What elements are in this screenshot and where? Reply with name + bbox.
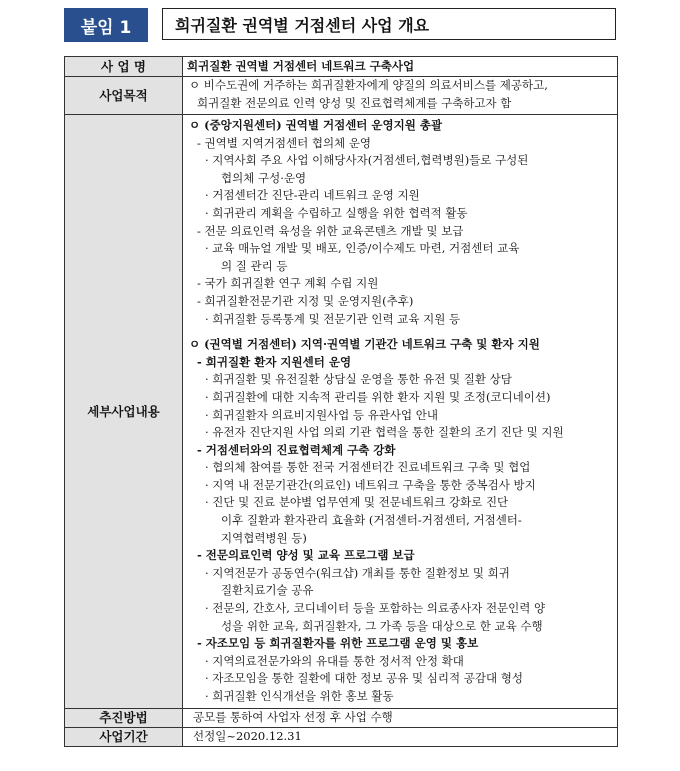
value-project-name: 희귀질환 권역별 거점센터 네트워크 구축사업: [183, 57, 618, 77]
value-purpose: [183, 77, 618, 115]
purpose-line: ㅇ 비수도권에 거주하는 희귀질환자에게 양질의 의료서비스를 제공하고,: [189, 78, 548, 92]
label-purpose: 사업목적: [65, 77, 183, 115]
detail-item: - 전문의료인력 양성 및 교육 프로그램 보급: [197, 548, 415, 563]
value-details: [183, 115, 618, 709]
detail-subitem: · 희귀관리 계획을 수립하고 실행을 위한 협력적 활동: [205, 205, 468, 220]
detail-subitem: · 전문의, 간호사, 코디네이터 등을 포함하는 의료종사자 전문인력 양: [205, 601, 546, 616]
value-method: 공모를 통하여 사업자 선정 후 사업 수행: [183, 708, 618, 727]
detail-subitem-cont: 지역협력병원 등): [221, 530, 307, 545]
detail-item: - 희귀질환전문기관 지정 및 운영지원(추후): [197, 293, 414, 308]
label-details: 세부사업내용: [65, 115, 183, 709]
detail-subitem: · 거점센터간 진단-관리 네트워크 운영 지원: [205, 188, 420, 203]
detail-subitem: · 지역전문가 공동연수(워크샵) 개최를 통한 질환정보 및 희귀: [205, 565, 510, 580]
label-period: 사업기간: [65, 727, 183, 746]
detail-subitem: · 희귀질환자 의료비지원사업 등 유관사업 안내: [205, 407, 439, 422]
label-project-name: 사 업 명: [65, 57, 183, 77]
attachment-header: [64, 8, 616, 42]
detail-subitem: · 지역의료전문가와의 유대를 통한 정서적 안정 확대: [205, 653, 464, 668]
label-method: 추진방법: [65, 708, 183, 727]
row-method: [65, 708, 618, 727]
section-gap: [187, 328, 613, 336]
row-details: [65, 115, 618, 709]
detail-subitem: · 교육 매뉴얼 개발 및 배포, 인증/이수제도 마련, 거점센터 교육: [205, 241, 520, 256]
detail-item: - 거점센터와의 진료협력체계 구축 강화: [197, 442, 396, 457]
detail-subitem: · 희귀질환에 대한 지속적 관리를 위한 환자 지원 및 조정(코디네이션): [205, 389, 551, 404]
attachment-tag: 붙임 1: [64, 8, 148, 42]
value-period: 선정일~2020.12.31: [183, 727, 618, 746]
detail-subitem: · 협의체 참여를 통한 전국 거점센터간 진료네트워크 구축 및 협업: [205, 460, 531, 475]
detail-subitem: · 유전자 진단지원 사업 의뢰 기관 협력을 통한 질환의 조기 진단 및 지원: [205, 425, 564, 440]
central-heading: ㅇ (중앙지원센터) 권역별 거점센터 운영지원 총괄: [189, 118, 443, 132]
purpose-line: 희귀질환 전문의료 인력 양성 및 진료협력체계를 구축하고자 함: [197, 95, 512, 110]
detail-item: - 희귀질환 환자 지원센터 운영: [197, 354, 352, 369]
detail-item: - 권역별 지역거점센터 협의체 운영: [197, 135, 372, 150]
row-purpose: [65, 77, 618, 115]
regional-heading: ㅇ (권역별 거점센터) 지역·권역별 기관간 네트워크 구축 및 환자 지원: [189, 337, 540, 352]
detail-subitem: · 지역사회 주요 사업 이해당사자(거점센터,협력병원)들로 구성된: [205, 153, 529, 168]
detail-subitem: · 희귀질환 및 유전질환 상담실 운영을 통한 유전 및 질환 상담: [205, 372, 512, 387]
detail-subitem-cont: 의 질 관리 등: [221, 258, 288, 273]
detail-subitem-cont: 성을 위한 교육, 희귀질환자, 그 가족 등을 대상으로 한 교육 수행: [221, 618, 543, 633]
row-project-name: [65, 57, 618, 77]
detail-item: - 자조모임 등 희귀질환자를 위한 프로그램 운영 및 홍보: [197, 636, 479, 651]
detail-item: - 국가 희귀질환 연구 계획 수립 지원: [197, 276, 379, 291]
detail-subitem: · 희귀질환 인식개선을 위한 홍보 활동: [205, 689, 394, 703]
detail-subitem: · 자조모임을 통한 질환에 대한 정보 공유 및 심리적 공감대 형성: [205, 671, 523, 686]
detail-subitem: · 진단 및 진료 분야별 업무연계 및 전문네트워크 강화로 진단: [205, 495, 509, 510]
detail-subitem-cont: 이후 질환과 환자관리 효율화 (거점센터-거점센터, 거점센터-: [221, 513, 522, 528]
detail-subitem-cont: 협의체 구성·운영: [221, 170, 307, 185]
row-period: [65, 727, 618, 746]
detail-subitem: · 지역 내 전문기관간(의료인) 네트워크 구축을 통한 중복검사 방지: [205, 477, 536, 492]
detail-subitem-cont: 질환치료기술 공유: [221, 583, 314, 598]
detail-subitem: · 희귀질환 등록통계 및 전문기관 인력 교육 지원 등: [205, 311, 461, 326]
project-overview-table: [64, 56, 618, 747]
detail-item: - 전문 의료인력 육성을 위한 교육콘텐츠 개발 및 보급: [197, 223, 464, 238]
document-title: 희귀질환 권역별 거점센터 사업 개요: [162, 8, 616, 40]
